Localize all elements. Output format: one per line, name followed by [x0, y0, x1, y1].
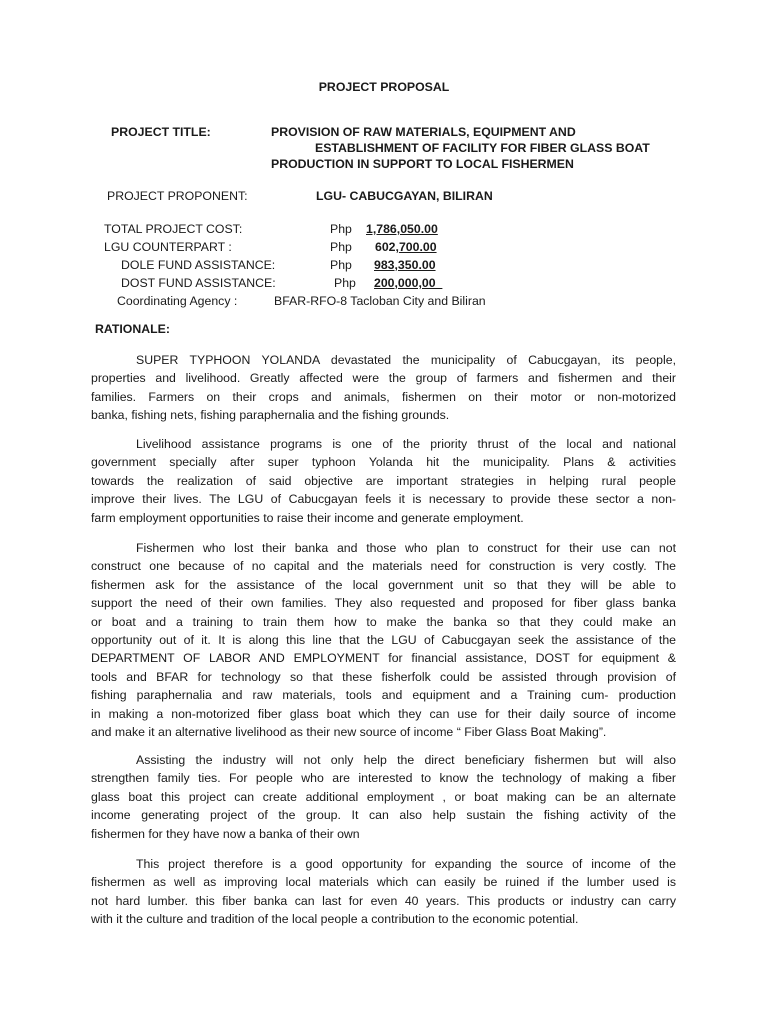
- cost-currency-dole: Php: [330, 258, 352, 272]
- cost-currency-dost: Php: [334, 276, 356, 290]
- paragraph-2: [91, 435, 676, 527]
- paragraph-line: families. Farmers on their crops and animals, fishermen on their motor or non-motorized: [91, 389, 676, 404]
- paragraph-line: with it the culture and tradition of the local people a contribution to the economic potential.: [91, 912, 579, 927]
- cost-label-dost: DOST FUND ASSISTANCE:: [121, 276, 276, 290]
- project-title-line-1: PROVISION OF RAW MATERIALS, EQUIPMENT AND: [271, 125, 576, 139]
- paragraph-line: fishermen ask for the assistance of the local government unit so that they will be able to: [91, 577, 676, 592]
- paragraph-4: [91, 751, 676, 843]
- paragraph-line: strengthen family ties. For people who are interested to know the technology of making a fiber: [91, 771, 676, 786]
- paragraph-line: properties and livelihood. Greatly affected were the group of farmers and fishermen and their: [91, 371, 676, 386]
- cost-label-total: TOTAL PROJECT COST:: [104, 222, 243, 236]
- agency-label: Coordinating Agency :: [117, 294, 238, 308]
- paragraph-line: fishermen for they have now a banka of their own: [91, 826, 360, 841]
- cost-label-lgu: LGU COUNTERPART :: [104, 240, 232, 254]
- project-title-line-3: PRODUCTION IN SUPPORT TO LOCAL FISHERMEN: [271, 157, 574, 171]
- paragraph-line: not hard lumber. this fiber banka can last for even 40 years. This products or industry can carry: [91, 893, 676, 908]
- paragraph-line: glass boat this project can create additional employment , or boat making can be an alternate: [91, 789, 676, 804]
- paragraph-line: towards the realization of said objective are important strategies in helping rural people: [91, 473, 676, 488]
- proponent-value: LGU- CABUCGAYAN, BILIRAN: [316, 189, 493, 203]
- paragraph-line: DEPARTMENT OF LABOR AND EMPLOYMENT for financial assistance, DOST for equipment &: [91, 651, 676, 666]
- cost-currency-total: Php: [330, 222, 352, 236]
- paragraph-line: Livelihood assistance programs is one of the priority thrust of the local and national: [136, 437, 676, 451]
- cost-amount-lgu: 602,700.00: [375, 240, 437, 254]
- paragraph-line: and make it an alternative livelihood as their new source of income “ Fiber Glass Boat Making”.: [91, 725, 607, 740]
- paragraph-line: Fishermen who lost their banka and those who plan to construct for their use can not: [136, 541, 676, 555]
- paragraph-line: Assisting the industry will not only help the direct beneficiary fishermen but will also: [136, 753, 676, 767]
- paragraph-line: fishing paraphernalia and raw materials, tools and equipment and a Training cum- production: [91, 688, 676, 703]
- paragraph-line: banka, fishing nets, fishing paraphernalia and the fishing grounds.: [91, 408, 450, 423]
- rationale-heading: RATIONALE:: [95, 322, 170, 336]
- project-title-line-2: ESTABLISHMENT OF FACILITY FOR FIBER GLASS BOAT: [315, 141, 650, 155]
- paragraph-line: government specially after super typhoon Yolanda hit the municipality. Plans & activities: [91, 455, 676, 470]
- paragraph-1: [91, 351, 676, 425]
- paragraph-3: [91, 539, 676, 741]
- paragraph-line: SUPER TYPHOON YOLANDA devastated the municipality of Cabucgayan, its people,: [136, 353, 676, 367]
- paragraph-line: tools and BFAR for technology so that these fisherfolk could be assisted through provision of: [91, 669, 676, 684]
- page-title: PROJECT PROPOSAL: [318, 80, 450, 94]
- paragraph-line: This project therefore is a good opportunity for expanding the source of income of the: [136, 857, 676, 871]
- paragraph-line: in making a non-motorized fiber glass boat which they can use for their daily source of income: [91, 706, 676, 721]
- paragraph-5: [91, 855, 676, 929]
- paragraph-line: farm employment opportunities to raise their income and generate employment.: [91, 510, 524, 525]
- paragraph-line: income generating project of the group. It can also help sustain the fishing activity of the: [91, 808, 676, 823]
- paragraph-line: support the need of their own families. They also requested and proposed for fiber glass banka: [91, 596, 676, 611]
- project-title-label: PROJECT TITLE:: [111, 125, 211, 139]
- paragraph-line: opportunity out of it. It is along this line that the LGU of Cabucgayan seek the assistance of the: [91, 633, 676, 648]
- agency-value: BFAR-RFO-8 Tacloban City and Biliran: [274, 294, 486, 308]
- paragraph-line: or boat and a training to train them how to make the banka so that they could make an: [91, 614, 676, 629]
- cost-amount-total: 1,786,050.00: [366, 222, 438, 236]
- cost-label-dole: DOLE FUND ASSISTANCE:: [121, 258, 276, 272]
- proponent-label: PROJECT PROPONENT:: [107, 189, 248, 203]
- cost-amount-dost: 200,000,00: [374, 276, 443, 290]
- cost-currency-lgu: Php: [330, 240, 352, 254]
- paragraph-line: improve their lives. The LGU of Cabucgayan feels it is necessary to provide these sector a non-: [91, 492, 676, 507]
- paragraph-line: fishermen as well as improving local materials which can easily be ruined if the lumber used is: [91, 875, 676, 890]
- paragraph-line: construct one because of no capital and the materials need for construction is very costly. The: [91, 559, 676, 574]
- cost-amount-dole: 983,350.00: [374, 258, 436, 272]
